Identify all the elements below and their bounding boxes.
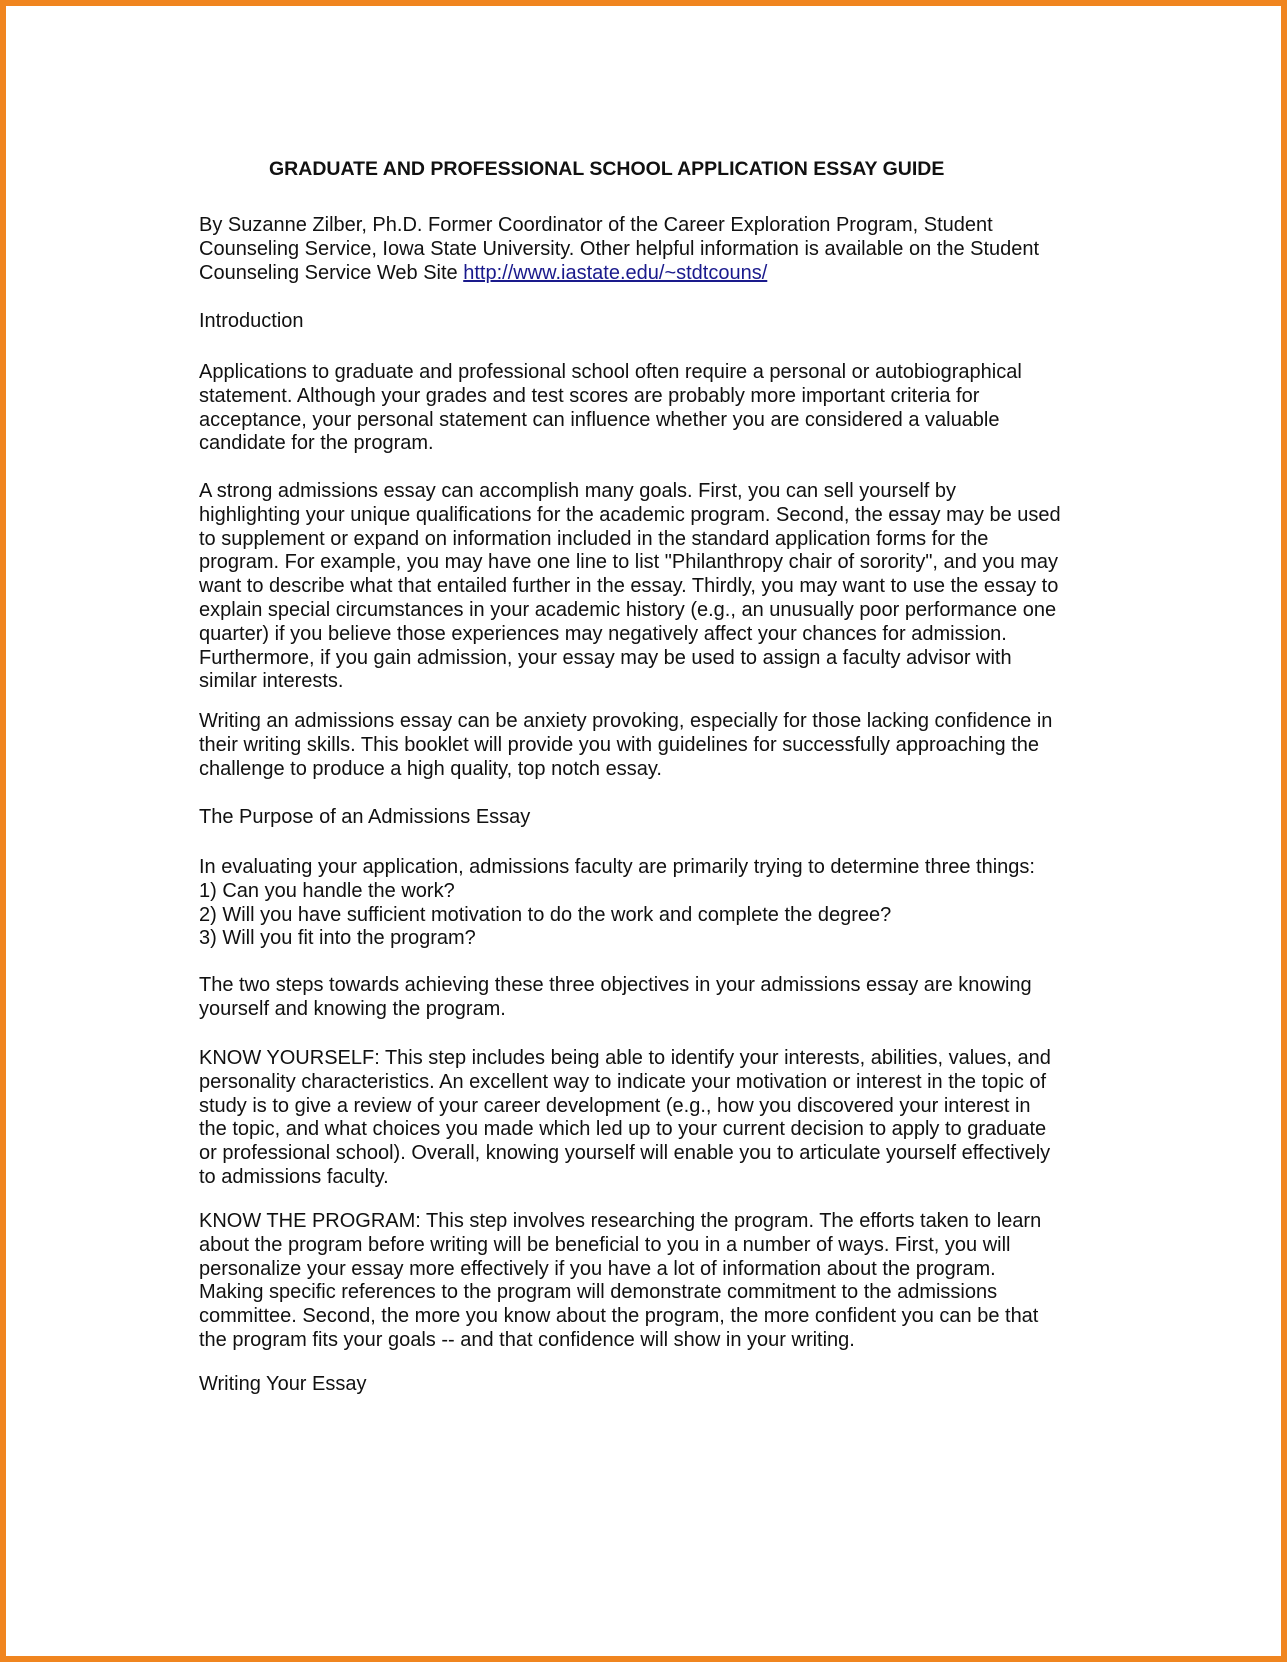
paragraph-line: explain special circumstances in your academic history (e.g., an unusually poor performance one — [199, 598, 1057, 621]
paragraph-evaluating — [199, 856, 1035, 951]
paragraph-line: Making specific references to the program will demonstrate commitment to the admissions — [199, 1281, 998, 1304]
paragraph-strong-essay — [199, 480, 1061, 694]
paragraph-line: the program fits your goals -- and that confidence will show in your writing. — [199, 1328, 855, 1351]
list-item: 3) Will you fit into the program? — [199, 927, 476, 950]
paragraph-line: their writing skills. This booklet will provide you with guidelines for successfully approaching the — [199, 733, 1040, 756]
paragraph-line: program. For example, you may have one line to list "Philanthropy chair of sorority", and you may — [199, 551, 1059, 574]
paragraph-line: or professional school). Overall, knowing yourself will enable you to articulate yourself effectively — [199, 1142, 1051, 1165]
paragraph-line: KNOW YOURSELF: This step includes being able to identify your interests, abilities, values, and — [199, 1047, 1051, 1069]
paragraph-line: highlighting your unique qualifications for the academic program. Second, the essay may be used — [199, 503, 1061, 526]
paragraph-line: A strong admissions essay can accomplish many goals. First, you can sell yourself by — [199, 480, 956, 502]
paragraph-line: yourself and knowing the program. — [199, 997, 506, 1020]
paragraph-anxiety — [199, 710, 1052, 781]
website-link[interactable]: http://www.iastate.edu/~stdtcouns/ — [463, 261, 768, 284]
paragraph-line: to supplement or expand on information included in the standard application forms for the — [199, 527, 989, 550]
paragraph-line: study is to give a review of your career development (e.g., how you discovered your interest in — [199, 1094, 1031, 1117]
paragraph-line: KNOW THE PROGRAM: This step involves researching the program. The efforts taken to learn — [199, 1210, 1042, 1232]
document-title: GRADUATE AND PROFESSIONAL SCHOOL APPLICATION ESSAY GUIDE — [269, 158, 945, 180]
paragraph-line: about the program before writing will be beneficial to you in a number of ways. First, you will — [199, 1233, 1011, 1256]
byline-prefix: Counseling Service Web Site — [199, 261, 464, 284]
paragraph-know-yourself — [199, 1047, 1051, 1190]
paragraph-line: the topic, and what choices you made which led up to your current decision to apply to graduate — [199, 1118, 1047, 1141]
paragraph-line: Furthermore, if you gain admission, your essay may be used to assign a faculty advisor with — [199, 646, 1012, 669]
list-item: 1) Can you handle the work? — [199, 879, 455, 902]
byline-line: By Suzanne Zilber, Ph.D. Former Coordinator of the Career Exploration Program, Student — [199, 214, 993, 236]
paragraph-line: to admissions faculty. — [199, 1165, 389, 1188]
paragraph-line: quarter) if you believe those experiences may negatively affect your chances for admission. — [199, 622, 1007, 645]
paragraph-two-steps — [199, 974, 1032, 1022]
paragraph-know-the-program — [199, 1210, 1041, 1353]
paragraph-line: challenge to produce a high quality, top notch essay. — [199, 757, 662, 780]
paragraph-line: similar interests. — [199, 670, 344, 693]
paragraph-line: In evaluating your application, admissions faculty are primarily trying to determine three things: — [199, 856, 1035, 878]
purpose-heading: The Purpose of an Admissions Essay — [199, 806, 531, 828]
writing-heading: Writing Your Essay — [199, 1373, 367, 1395]
paragraph-line: acceptance, your personal statement can influence whether you are considered a valuable — [199, 408, 1000, 431]
list-item: 2) Will you have sufficient motivation to do the work and complete the degree? — [199, 903, 892, 926]
paragraph-line: Applications to graduate and professional school often require a personal or autobiographical — [199, 361, 1022, 383]
paragraph-line: statement. Although your grades and test scores are probably more important criteria for — [199, 384, 980, 407]
paragraph-applications — [199, 361, 1022, 456]
introduction-heading: Introduction — [199, 310, 304, 332]
paragraph-line: personality characteristics. An excellent way to indicate your motivation or interest in the topic of — [199, 1070, 1047, 1093]
paragraph-line: personalize your essay more effectively if you have a lot of information about the program. — [199, 1257, 996, 1280]
byline-line — [199, 262, 1039, 286]
paragraph-line: The two steps towards achieving these three objectives in your admissions essay are knowing — [199, 974, 1032, 996]
paragraph-line: candidate for the program. — [199, 432, 434, 455]
byline-line: Counseling Service, Iowa State University. Other helpful information is available on the Student — [199, 237, 1040, 260]
byline — [199, 214, 1039, 285]
paragraph-line: Writing an admissions essay can be anxiety provoking, especially for those lacking confidence in — [199, 710, 1053, 732]
paragraph-line: committee. Second, the more you know about the program, the more confident you can be that — [199, 1305, 1039, 1328]
paragraph-line: want to describe what that entailed further in the essay. Thirdly, you may want to use the essay to — [199, 575, 1059, 598]
